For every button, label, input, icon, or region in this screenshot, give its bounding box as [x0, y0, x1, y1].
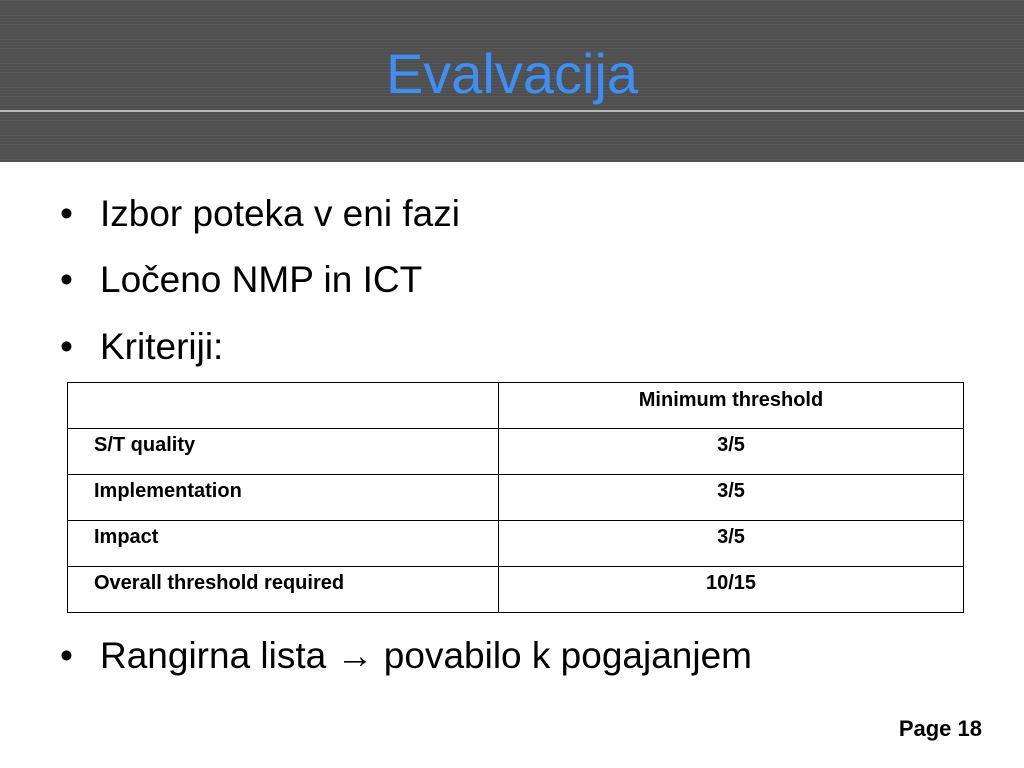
bullet-glyph: • — [60, 635, 73, 676]
bullet-glyph: • — [60, 259, 73, 300]
criterion-cell: S/T quality — [68, 429, 499, 475]
page-number: Page 18 — [898, 716, 982, 741]
title-rule — [0, 110, 1024, 112]
table-row — [68, 429, 964, 475]
bullet-item — [60, 325, 223, 369]
bullet-item — [60, 258, 422, 302]
criterion-cell: Impact — [68, 521, 499, 567]
table-row — [68, 521, 964, 567]
table-header-row — [68, 383, 964, 429]
bullet-text: Izbor poteka v eni fazi — [100, 193, 460, 234]
bullet-glyph: • — [60, 326, 73, 367]
criteria-table — [67, 382, 964, 613]
slide-title: Evalvacija — [385, 42, 639, 105]
table-header-cell: Minimum threshold — [499, 383, 964, 429]
threshold-cell: 3/5 — [499, 521, 964, 567]
table-header-cell — [68, 383, 499, 429]
threshold-cell: 10/15 — [499, 567, 964, 613]
bullet-item — [60, 192, 460, 236]
bullet-text: Rangirna lista → povabilo k pogajanjem — [100, 635, 752, 676]
threshold-cell: 3/5 — [499, 475, 964, 521]
title-bar — [0, 0, 1024, 162]
table-row — [68, 475, 964, 521]
table-row — [68, 567, 964, 613]
criterion-cell: Implementation — [68, 475, 499, 521]
bullet-text: Kriteriji: — [100, 326, 224, 367]
threshold-cell: 3/5 — [499, 429, 964, 475]
criterion-cell: Overall threshold required — [68, 567, 499, 613]
bullet-text: Ločeno NMP in ICT — [100, 259, 423, 300]
bullet-item — [60, 634, 752, 678]
bullet-glyph: • — [60, 193, 73, 234]
